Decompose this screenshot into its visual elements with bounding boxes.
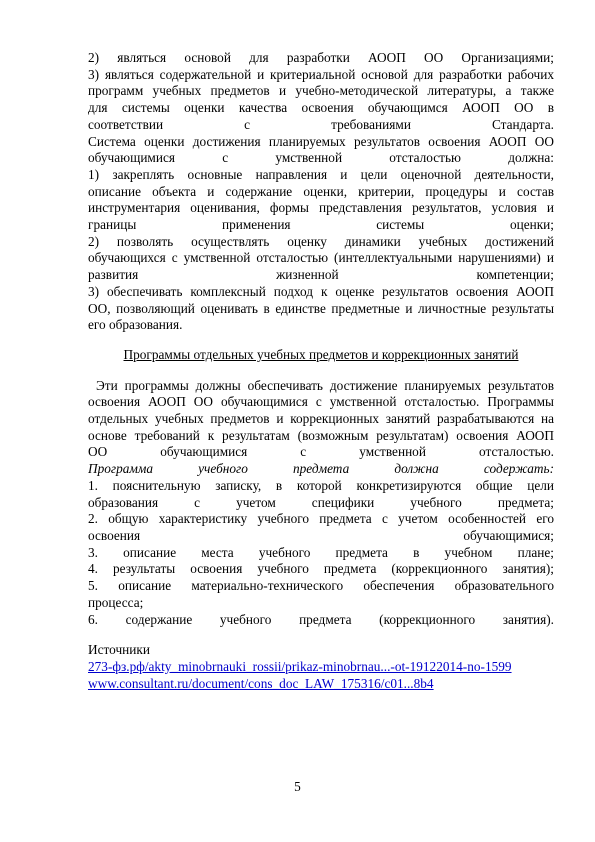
list-item: 3. описание места учебного предмета в учебном плане; <box>88 544 554 560</box>
text-line: 3) обеспечивать комплексный подход к оценке результатов освоения АООП <box>88 283 554 299</box>
program-intro: Программа учебного предмета должна содержать: <box>88 461 554 477</box>
list-item: 4. результаты освоения учебного предмета (коррекционного занятия); <box>88 561 554 577</box>
text-line: его образования. <box>88 317 183 333</box>
text-line: соответствии с требованиями Стандарта. <box>88 116 554 132</box>
sources-title: Источники <box>88 642 150 658</box>
text-line: 3) являться содержательной и критериальной основой для разработки рабочих <box>88 66 554 82</box>
text-line: описание объекта и содержание оценки, критерии, процедуры и состав <box>88 183 554 199</box>
text-block-2 <box>88 378 554 629</box>
text-line: Эти программы должны обеспечивать достижение планируемых результатов <box>96 377 554 393</box>
list-item: 1. пояснительную записку, в которой конкретизируются общие цели <box>88 477 554 493</box>
text-block-1 <box>88 50 554 334</box>
list-item: образования с учетом специфики учебного предмета; <box>88 494 554 510</box>
text-line: границы применения системы оценки; <box>88 217 554 233</box>
text-line: 1) закреплять основные направления и цели оценочной деятельности, <box>88 166 554 182</box>
text-line: 2) являться основой для разработки АООП ОО Организациями; <box>88 50 554 65</box>
text-line: обучающихся с умственной отсталостью (интеллектуальными нарушениями) и <box>88 250 554 266</box>
source-link[interactable]: www.consultant.ru/document/cons_doc_LAW_175316/c01...8b4 <box>88 675 434 691</box>
text-line: обучающимися с умственной отсталостью должна: <box>88 150 554 166</box>
text-line: ОО обучающимися с умственной отсталостью. <box>88 444 554 460</box>
text-line: ОО, позволяющий оценивать в единстве предметные и личностные результаты <box>88 300 554 316</box>
text-line: инструментария оценивания, формы представления результатов, условия и <box>88 200 554 216</box>
page-number: 5 <box>294 779 301 794</box>
text-line: Система оценки достижения планируемых результатов освоения АООП ОО <box>88 133 554 149</box>
section-heading: Программы отдельных учебных предметов и коррекционных занятий <box>123 346 519 362</box>
document-page <box>88 50 554 692</box>
list-item: освоения обучающимися; <box>88 527 554 543</box>
source-link[interactable]: 273-фз.рф/akty_minobrnauki_rossii/prikaz-minobrnau...-ot-19122014-no-1599 <box>88 658 512 674</box>
text-line: развития жизненной компетенции; <box>88 267 554 283</box>
text-line: 2) позволять осуществлять оценку динамики учебных достижений <box>88 233 554 249</box>
text-line: освоения АООП ОО обучающимися с умственной отсталостью. Программы <box>88 394 554 410</box>
text-line: основе требований к результатам (возможным результатам) освоения АООП <box>88 427 554 443</box>
list-item: процесса; <box>88 594 144 610</box>
text-line: программ учебных предметов и учебно-методической литературы, а также <box>88 83 554 99</box>
list-item: 2. общую характеристику учебного предмета с учетом особенностей его <box>88 511 554 527</box>
sources-list <box>88 659 554 692</box>
list-item: 5. описание материально-технического обеспечения образовательного <box>88 578 554 594</box>
list-item: 6. содержание учебного предмета (коррекционного занятия). <box>88 611 554 627</box>
text-line: для системы оценки качества освоения обучающимся АООП ОО в <box>88 100 554 116</box>
text-line: отдельных учебных предметов и коррекционных занятий разрабатываются на <box>88 411 554 427</box>
